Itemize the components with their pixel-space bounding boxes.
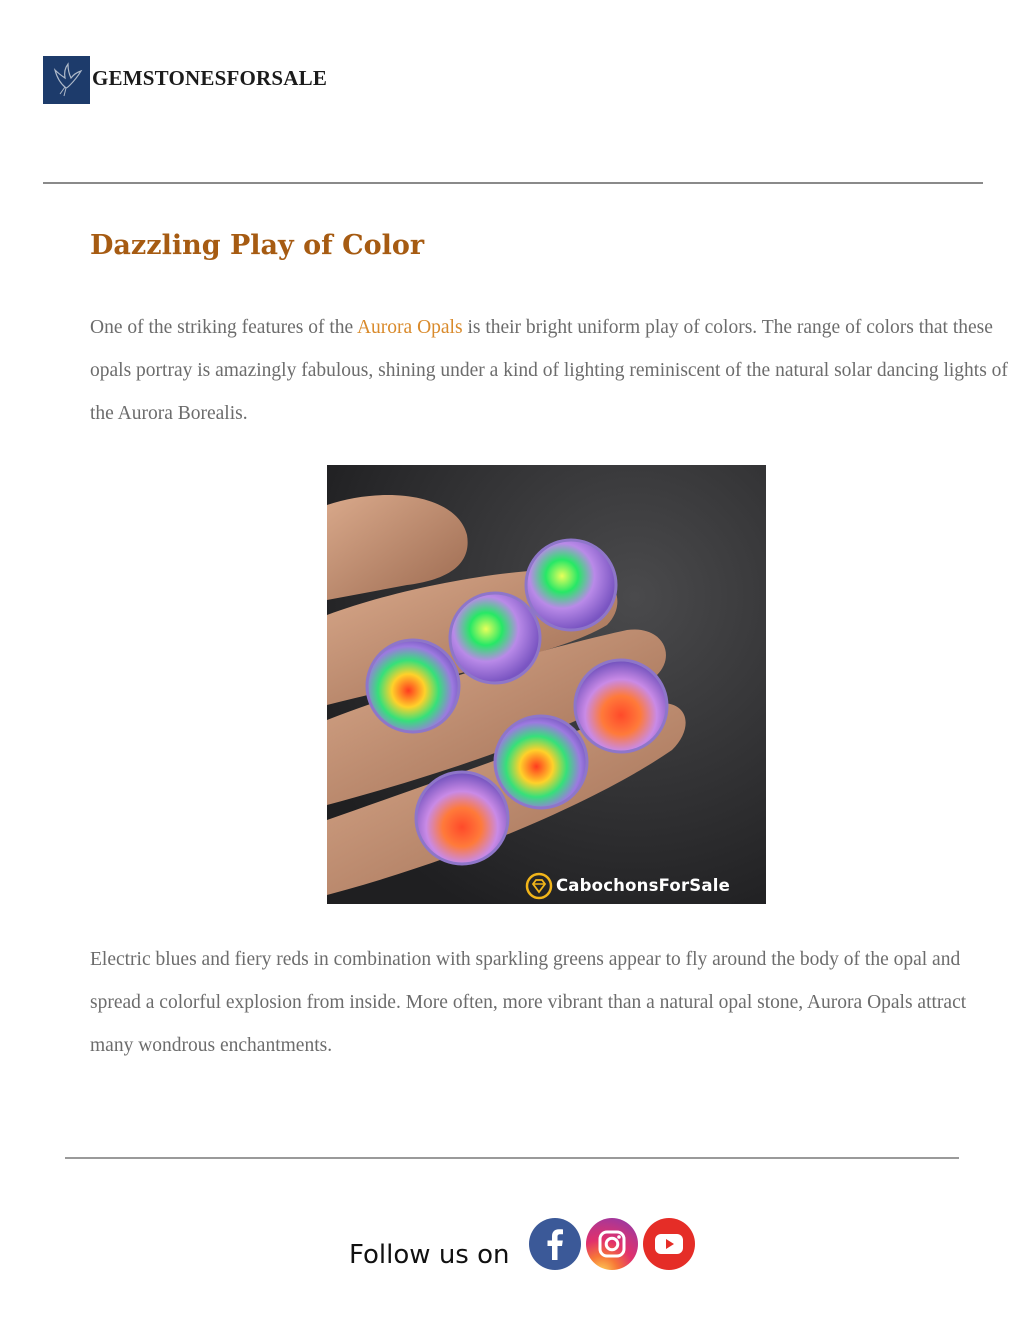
bird-icon bbox=[43, 56, 90, 104]
watermark-text: CabochonsForSale bbox=[556, 876, 730, 895]
gem-icon bbox=[525, 872, 553, 900]
divider bbox=[65, 1157, 959, 1159]
intro-paragraph bbox=[90, 306, 1010, 435]
instagram-link[interactable] bbox=[586, 1218, 638, 1270]
opal-photo-illustration bbox=[327, 465, 766, 904]
facebook-link[interactable] bbox=[529, 1218, 581, 1270]
photo-watermark bbox=[525, 867, 766, 904]
youtube-icon bbox=[643, 1218, 695, 1270]
section-title: Dazzling Play of Color bbox=[90, 230, 425, 261]
opal-photo bbox=[327, 465, 766, 904]
detail-paragraph: Electric blues and fiery reds in combination with sparkling greens appear to fly around the body of the opal and spread a colorful explosion from inside. More often, more vibrant than a natural opal stone, Aurora Opals attract many wondrous enchantments. bbox=[90, 949, 967, 1056]
logo-mark[interactable] bbox=[43, 56, 90, 104]
divider bbox=[43, 182, 983, 184]
intro-text-start: One of the striking features of the bbox=[90, 317, 357, 338]
youtube-link[interactable] bbox=[643, 1218, 695, 1270]
logo-text[interactable]: GEMSTONESFORSALE bbox=[92, 66, 328, 90]
intro-text-end: is their bright uniform play of colors. The range of colors that these opals portray is amazingly fabulous, shining under a kind of lighting reminiscent of the natural solar dancing lights of the Aurora Borealis. bbox=[90, 317, 1008, 424]
facebook-icon bbox=[529, 1218, 581, 1270]
instagram-icon bbox=[586, 1218, 638, 1270]
follow-label: Follow us on bbox=[349, 1240, 510, 1270]
aurora-opals-link[interactable]: Aurora Opals bbox=[356, 317, 463, 338]
